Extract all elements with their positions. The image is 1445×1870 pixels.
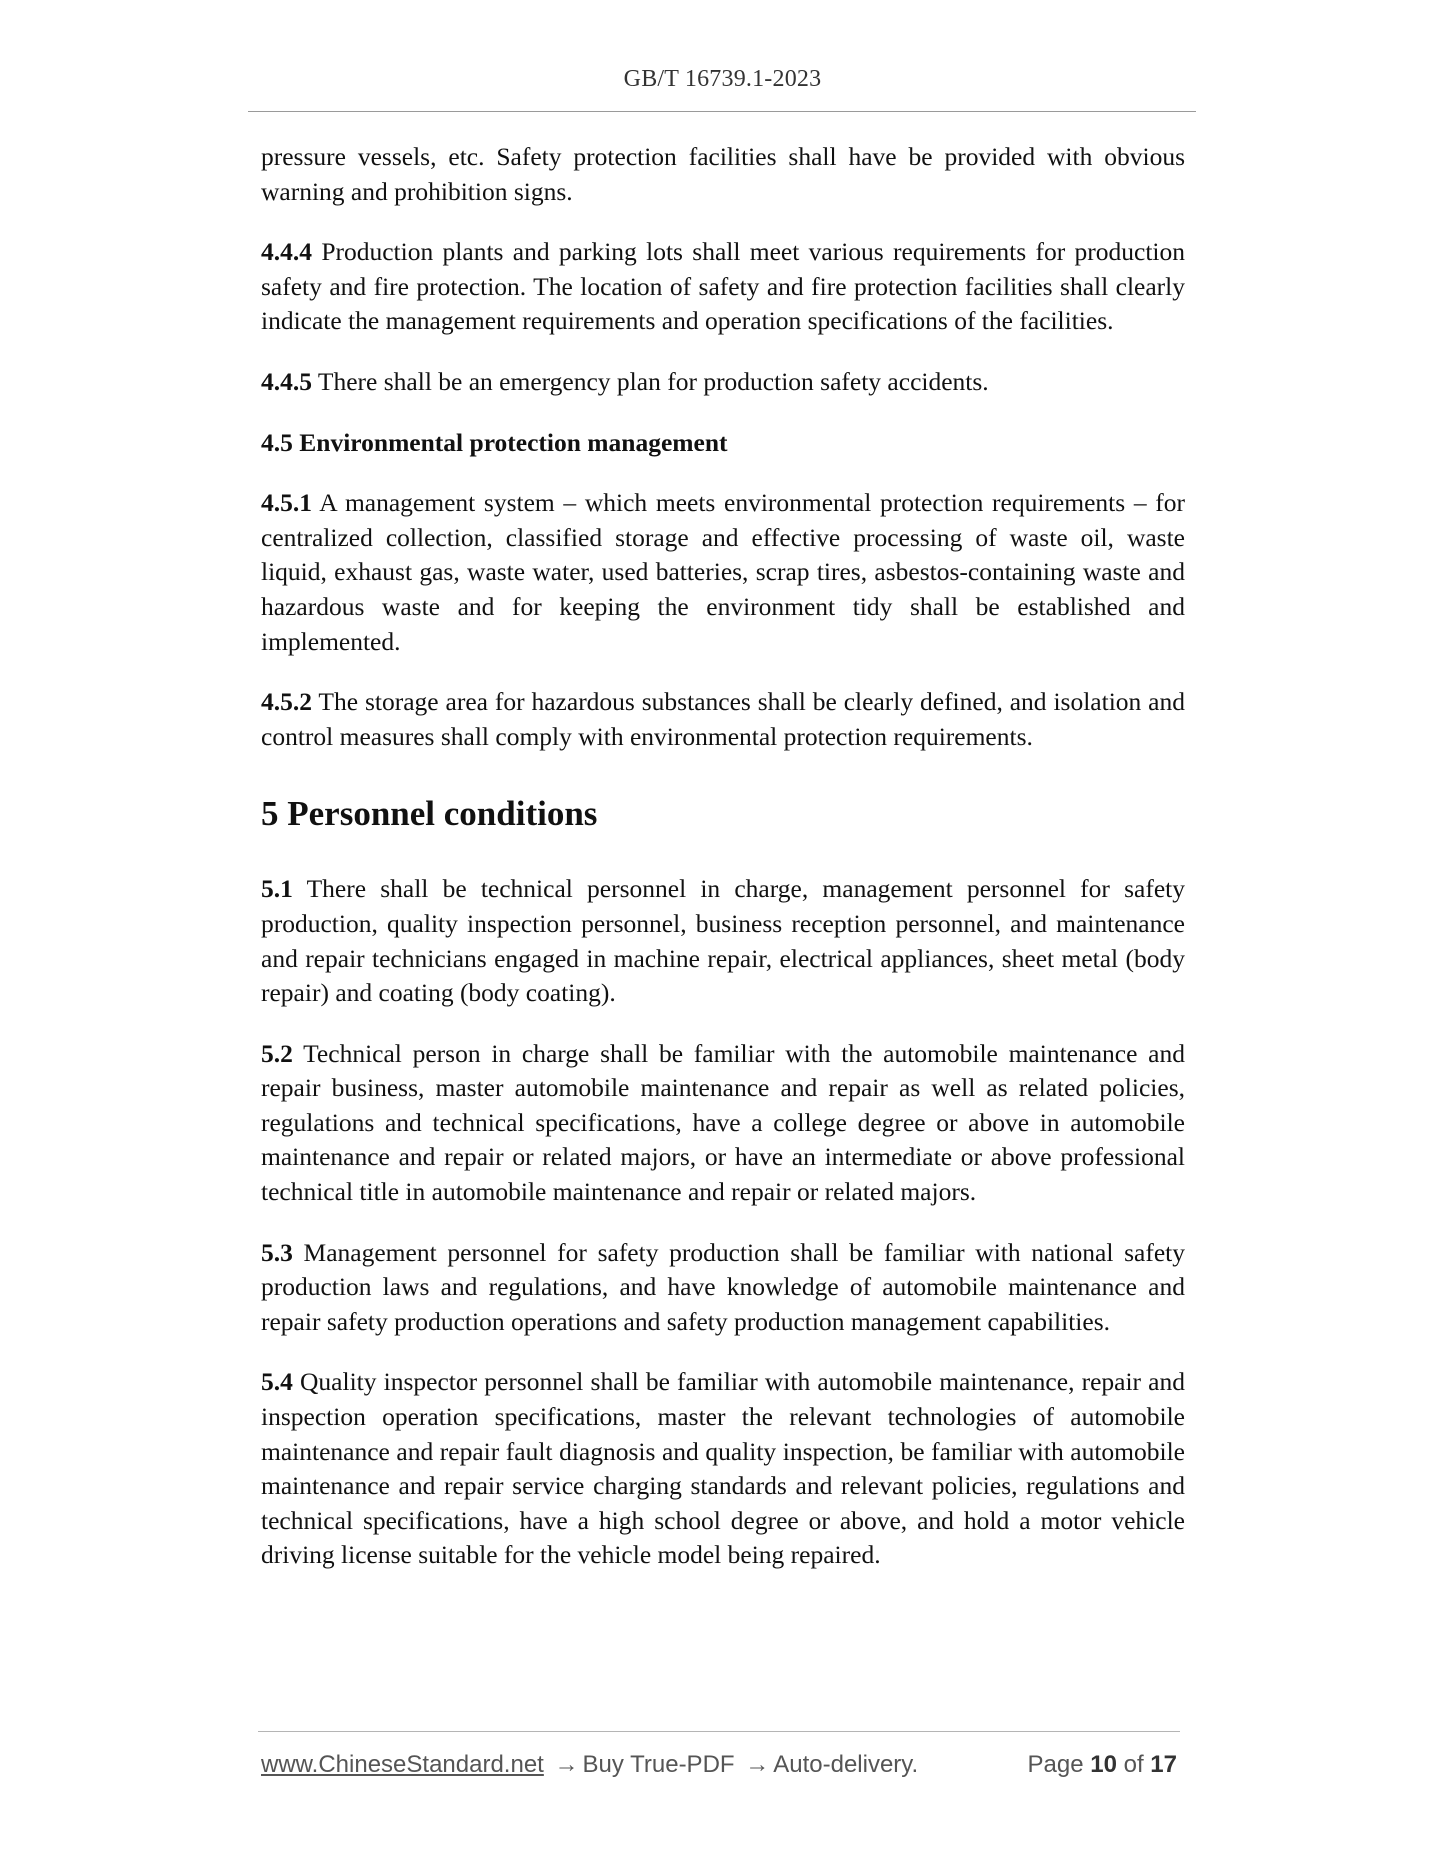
arrow-right-icon: →	[745, 1751, 770, 1778]
clause-number: 5.1	[261, 874, 293, 904]
clause-number: 4.4.4	[261, 237, 312, 267]
clause-text: Quality inspector personnel shall be familiar with automobile maintenance, repair and inspection operation specifications, master the relevant technologies of automobile maintenance and repair fault diagnosis and quality inspection, be familiar with automobile maintenance and repair service charging standards and relevant policies, regulations and technical specifications, have a high school degree or above, and hold a motor vehicle driving license suitable for the vehicle model being repaired.	[261, 1367, 1185, 1570]
paragraph-continuation: pressure vessels, etc. Safety protection facilities shall have be provided with obvious warning and prohibition signs.	[261, 142, 1185, 206]
clause-text: Management personnel for safety production shall be familiar with national safety production laws and regulations, and have knowledge of automobile maintenance and repair safety production operations and safety production management capabilities.	[261, 1237, 1185, 1336]
page-footer	[261, 1751, 1183, 1785]
page-current: 10	[1090, 1751, 1117, 1778]
clause-4-5-2	[261, 685, 1185, 754]
clause-text: There shall be technical personnel in charge, management personnel for safety production, quality inspection personnel, business reception personnel, and maintenance and repair technicians engaged in machine repair, electrical appliances, sheet metal (body repair) and coating (body coating).	[261, 874, 1185, 1008]
clause-text: The storage area for hazardous substances shall be clearly defined, and isolation and control measures shall comply with environmental protection requirements.	[261, 687, 1185, 751]
page-of-label: of	[1123, 1751, 1144, 1778]
clause-number: 4.5.2	[261, 687, 312, 717]
clause-number: 5.4	[261, 1367, 293, 1397]
clause-text: A management system – which meets environmental protection requirements – for centralized collection, classified storage and effective processing of waste oil, waste liquid, exhaust gas, waste water, used batteries, scrap tires, asbestos-containing waste and hazardous waste and for keeping the environment tidy shall be established and implemented.	[261, 488, 1185, 656]
section-heading-4-5: 4.5 Environmental protection management	[261, 427, 728, 457]
clause-text: There shall be an emergency plan for production safety accidents.	[312, 366, 989, 396]
header-divider	[248, 111, 1196, 112]
chapter-heading-5: 5 Personnel conditions	[261, 794, 598, 834]
clause-5-1	[261, 872, 1185, 1010]
clause-number: 4.4.5	[261, 366, 312, 396]
clause-text: Production plants and parking lots shall meet various requirements for production safety and fire protection. The location of safety and fire protection facilities shall clearly indicate the management requirements and operation specifications of the facilities.	[261, 237, 1185, 336]
page-label: Page	[1027, 1751, 1084, 1778]
clause-4-5-1	[261, 486, 1185, 659]
buy-true-pdf-text: Buy True-PDF	[582, 1751, 735, 1778]
site-link[interactable]: www.ChineseStandard.net	[261, 1751, 544, 1778]
clause-5-4	[261, 1365, 1185, 1573]
clause-5-2	[261, 1037, 1185, 1210]
clause-number: 4.5.1	[261, 488, 312, 518]
page-total: 17	[1150, 1751, 1177, 1778]
arrow-right-icon: →	[554, 1751, 579, 1778]
clause-number: 5.2	[261, 1038, 293, 1068]
footer-divider	[258, 1731, 1180, 1732]
clause-4-4-5	[261, 365, 1185, 400]
document-header-code: GB/T 16739.1-2023	[623, 66, 822, 92]
clause-5-3	[261, 1236, 1185, 1340]
auto-delivery-text: Auto-delivery.	[773, 1751, 919, 1778]
document-body	[261, 140, 1185, 1599]
page-indicator	[1028, 1751, 1178, 1779]
footer-promo	[261, 1751, 918, 1779]
clause-4-4-4	[261, 235, 1185, 339]
clause-text: Technical person in charge shall be familiar with the automobile maintenance and repair business, master automobile maintenance and repair as well as related policies, regulations and technical specifications, have a college degree or above in automobile maintenance and repair or related majors, or have an intermediate or above professional technical title in automobile maintenance and repair or related majors.	[261, 1038, 1185, 1207]
clause-number: 5.3	[261, 1237, 293, 1267]
